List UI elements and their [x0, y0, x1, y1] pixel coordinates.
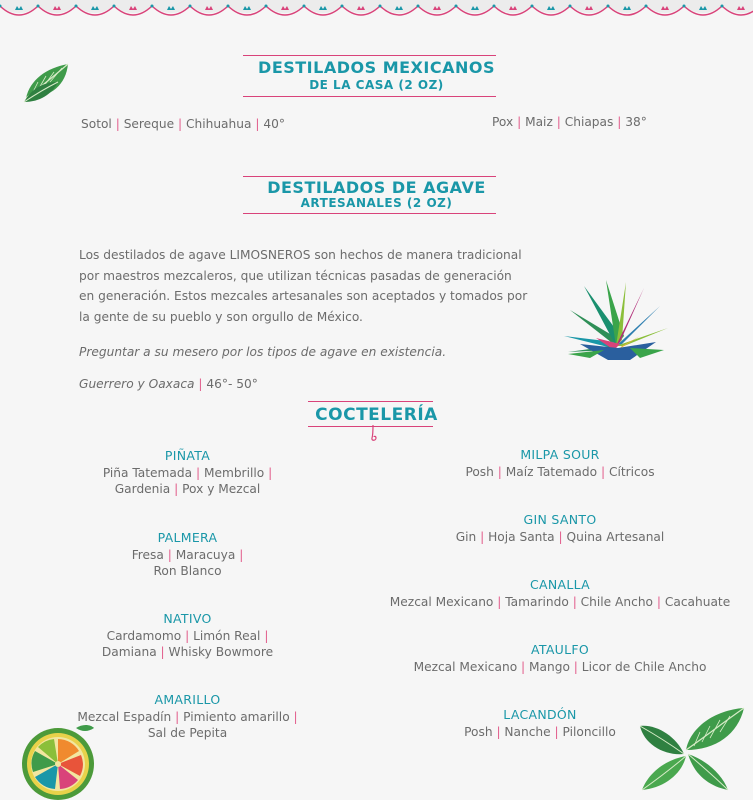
mint-sprig-icon [636, 704, 748, 794]
cocteleria-title: COCTELERÍA [315, 405, 438, 425]
cocktail-canalla: CANALLA Mezcal Mexicano | Tamarindo | Chile Ancho | Cacahuate [389, 577, 731, 609]
divider-line [308, 401, 433, 402]
agave-subtitle: ARTESANALES (2 OZ) [300, 196, 453, 210]
cocktail-lacandon: LACANDÓN Posh | Nanche | Piloncillo [464, 707, 616, 739]
cocktail-amarillo: AMARILLO Mezcal Espadín | Pimiento amarillo | Sal de Pepita [77, 692, 298, 740]
lime-slice-icon [20, 722, 100, 800]
mexicanos-subtitle: DE LA CASA (2 OZ) [309, 78, 444, 92]
cocktail-ataulfo: ATAULFO Mezcal Mexicano | Mango | Licor de Chile Ancho [413, 642, 707, 674]
agave-title: DESTILADOS DE AGAVE [267, 178, 486, 197]
swirl-ornament-icon [366, 425, 380, 443]
agave-origin: Guerrero y Oaxaca | 46°- 50° [79, 377, 258, 391]
divider-line [243, 176, 496, 177]
agave-plant-icon [560, 280, 672, 362]
spirit-item-pox: Pox | Maiz | Chiapas | 38° [492, 115, 647, 129]
cocktail-milpa-sour: MILPA SOUR Posh | Maíz Tatemado | Cítricos [465, 447, 655, 479]
divider-line [243, 55, 496, 56]
scalloped-border-icon [0, 0, 753, 26]
cocktail-palmera: PALMERA Fresa | Maracuya | Ron Blanco [131, 530, 244, 578]
cocktail-pinata: PIÑATA Piña Tatemada | Membrillo | Gardenia | Pox y Mezcal [102, 448, 273, 496]
agave-note: Preguntar a su mesero por los tipos de agave en existencia. [79, 345, 447, 359]
spirit-item-sotol: Sotol | Sereque | Chihuahua | 40° [81, 117, 285, 131]
cocktail-nativo: NATIVO Cardamomo | Limón Real | Damiana | Whisky Bowmore [101, 611, 274, 659]
mexicanos-title: DESTILADOS MEXICANOS [258, 58, 495, 77]
cocktail-gin-santo: GIN SANTO Gin | Hoja Santa | Quina Artesanal [455, 512, 665, 544]
divider-line [243, 213, 496, 214]
divider-line [243, 96, 496, 97]
agave-description: Los destilados de agave LIMOSNEROS son hechos de manera tradicional por maestros mezcaleros, que utilizan técnicas pasadas de generación en generación. Estos mezcales artesanales son aceptados y tomados por la gente de su pueblo y son orgullo de México. [79, 248, 528, 324]
